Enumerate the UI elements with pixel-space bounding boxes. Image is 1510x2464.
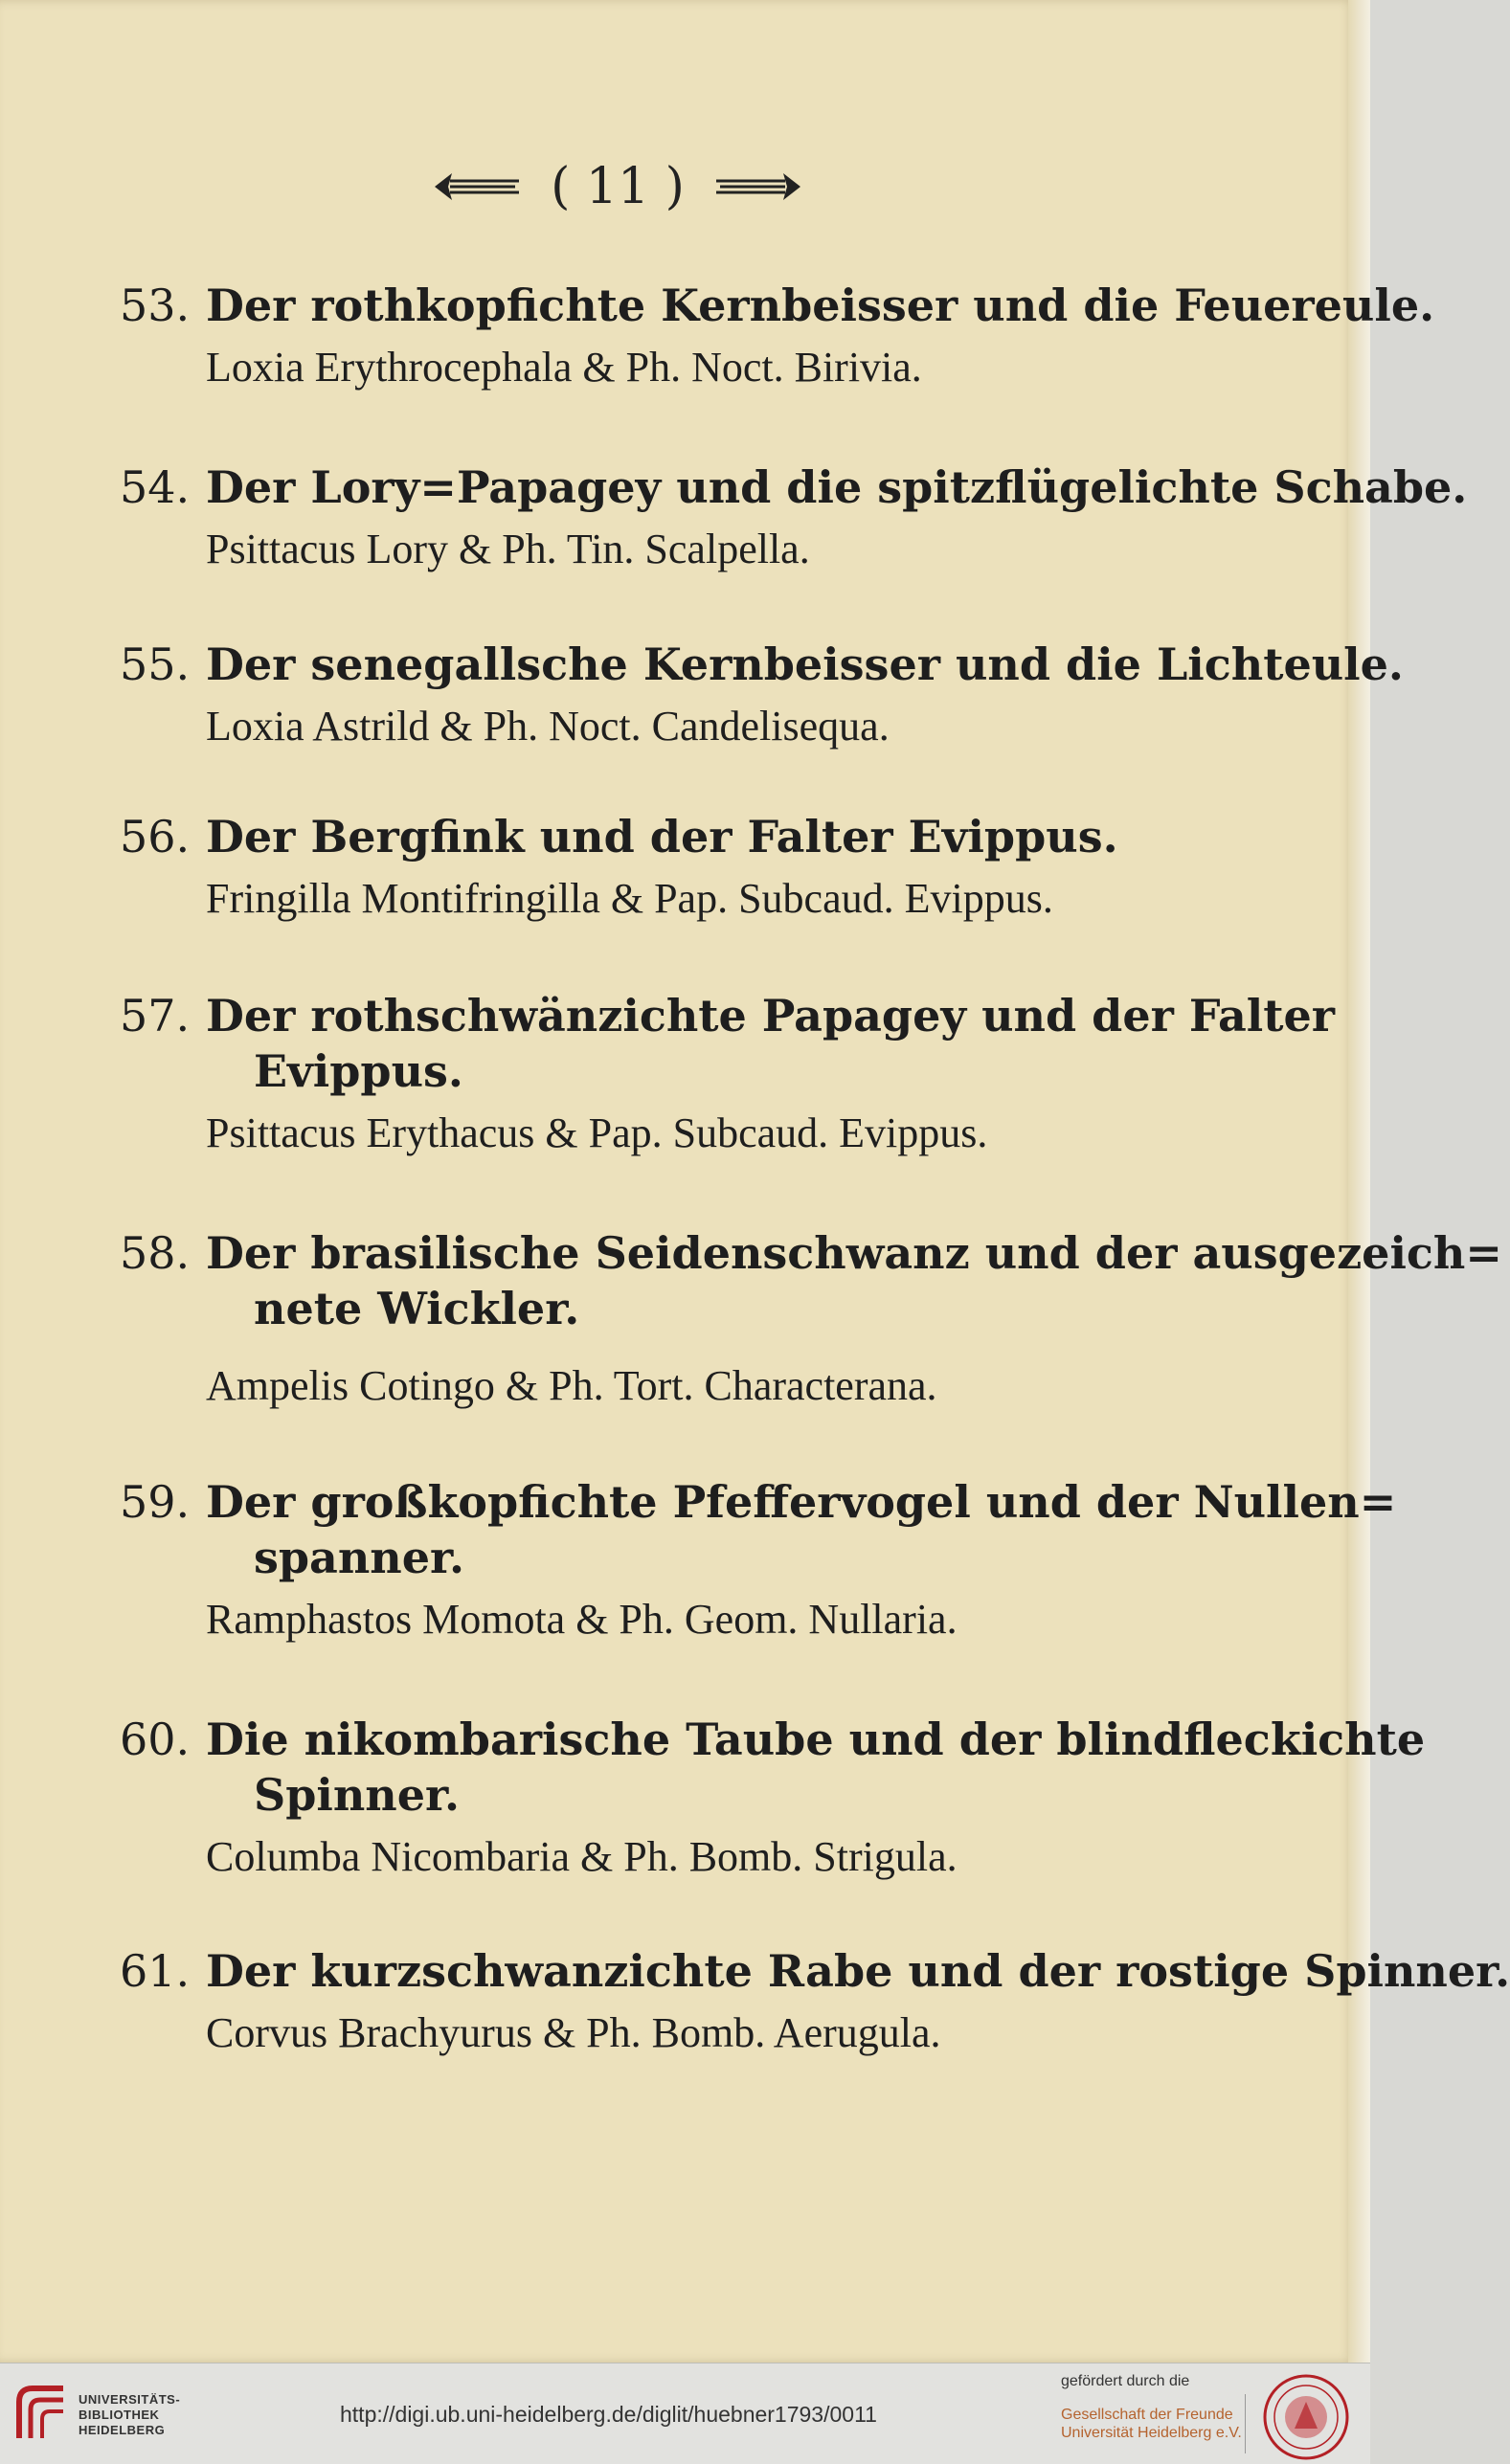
entry-latin-line: Psittacus Erythacus & Pap. Subcaud. Evippus.: [206, 1109, 988, 1156]
entry-57: [0, 988, 1336, 1160]
entry-55: [0, 637, 1404, 753]
entry-german-continuation: Evippus.: [254, 1045, 463, 1097]
entry-number: 54.: [120, 461, 191, 513]
entry-german-line: 57. Der rothschwänzichte Papagey und der Falter: [0, 988, 1206, 1043]
entry-number: 61.: [120, 1945, 191, 1997]
entry-54: [0, 459, 1468, 576]
entry-number: 53.: [120, 280, 191, 331]
entry-latin-line: Columba Nicombaria & Ph. Bomb. Strigula.: [206, 1833, 958, 1880]
entry-latin-line: Psittacus Lory & Ph. Tin. Scalpella.: [206, 526, 810, 572]
entry-german-line: 53. Der rothkopfichte Kernbeisser und die Feuereule.: [0, 278, 1206, 333]
society-name: Gesellschaft der Freunde Universität Heidelberg e.V.: [1061, 2407, 1242, 2441]
entry-german-line: 61. Der kurzschwanzichte Rabe und der rostige Spinner.: [0, 1943, 1206, 1999]
funded-by-label: gefördert durch die: [1061, 2373, 1190, 2389]
page-number: ( 11 ): [551, 158, 685, 215]
entry-number: 58.: [120, 1227, 191, 1279]
entry-58: [0, 1225, 1502, 1413]
entry-german-continuation: Spinner.: [254, 1769, 461, 1821]
entry-german-line: 56. Der Bergfink und der Falter Evippus.: [0, 809, 1206, 864]
entry-german-line: 60. Die nikombarische Taube und der blindfleckichte: [0, 1712, 1206, 1767]
entry-german-line: 59. Der großkopfichte Pfeffervogel und der Nullen=: [0, 1474, 1206, 1530]
source-url-link[interactable]: http://digi.ub.uni-heidelberg.de/diglit/huebner1793/0011: [340, 2402, 877, 2427]
entry-german-line: 54. Der Lory=Papagey und die spitzflügelichte Schabe.: [0, 459, 1206, 515]
left-ornament-icon: [431, 168, 522, 206]
entry-latin-line: Loxia Astrild & Ph. Noct. Candelisequa.: [206, 703, 890, 750]
footer-bar: [0, 2363, 1370, 2464]
footer-divider: [1245, 2394, 1246, 2453]
entry-german-line: 58. Der brasilische Seidenschwanz und der ausgezeich=: [0, 1225, 1206, 1281]
entry-59: [0, 1474, 1397, 1646]
right-ornament-icon: [713, 168, 804, 206]
entry-number: 56.: [120, 811, 191, 862]
entry-latin-line: Ramphastos Momota & Ph. Geom. Nullaria.: [206, 1596, 958, 1643]
library-name: UNIVERSITÄTS- BIBLIOTHEK HEIDELBERG: [79, 2392, 181, 2437]
university-library-logo-icon: [13, 2383, 69, 2444]
entry-german-continuation: spanner.: [254, 1532, 465, 1583]
page-header: [0, 158, 1235, 215]
entry-53: [0, 278, 1435, 394]
entry-latin-line: Loxia Erythrocephala & Ph. Noct. Birivia.: [206, 344, 922, 391]
entry-latin-line: Corvus Brachyurus & Ph. Bomb. Aerugula.: [206, 2009, 941, 2056]
entry-60: [0, 1712, 1426, 1884]
entry-61: [0, 1943, 1510, 2060]
entry-number: 57.: [120, 990, 191, 1042]
page-edge: [1348, 0, 1370, 2363]
entry-number: 59.: [120, 1476, 191, 1528]
entry-german-continuation: nete Wickler.: [254, 1283, 580, 1334]
entry-latin-line: Ampelis Cotingo & Ph. Tort. Characterana.: [206, 1362, 937, 1409]
university-seal-icon: [1262, 2373, 1350, 2461]
entry-number: 60.: [120, 1714, 191, 1765]
entry-german-line: 55. Der senegallsche Kernbeisser und die Lichteule.: [0, 637, 1206, 692]
entry-56: [0, 809, 1206, 926]
entry-latin-line: Fringilla Montifringilla & Pap. Subcaud. Evippus.: [206, 875, 1053, 922]
entry-number: 55.: [120, 638, 191, 690]
